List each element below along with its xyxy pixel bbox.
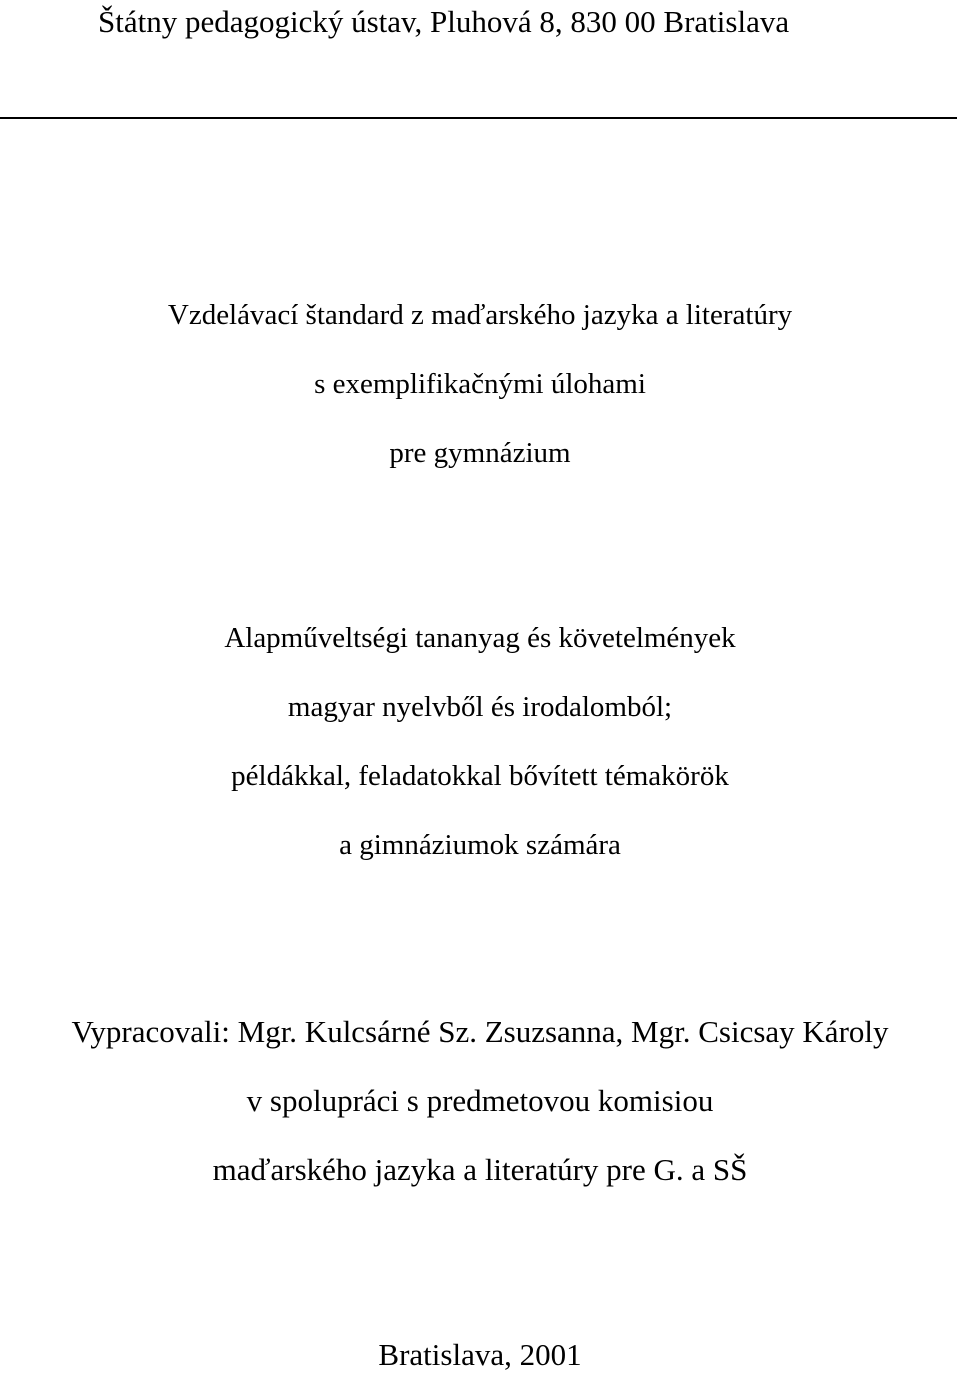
authors-line-1: Vypracovali: Mgr. Kulcsárné Sz. Zsuzsanna, Mgr. Csicsay Károly <box>71 1014 889 1049</box>
title-sk-line-1: Vzdelávací štandard z maďarského jazyka a literatúry <box>167 299 793 331</box>
authors-line-2: v spolupráci s predmetovou komisiou <box>246 1083 714 1118</box>
place-date: Bratislava, 2001 <box>378 1337 582 1372</box>
title-sk-line-3: pre gymnázium <box>389 437 571 469</box>
title-hu-line-1: Alapműveltségi tananyag és követelmények <box>224 622 736 654</box>
authors-line-3: maďarského jazyka a literatúry pre G. a SŠ <box>212 1152 748 1187</box>
title-hu-line-3: példákkal, feladatokkal bővített témakörök <box>231 760 729 792</box>
title-hu-line-4: a gimnáziumok számára <box>339 829 621 861</box>
title-sk-line-2: s exemplifikačnými úlohami <box>314 368 646 400</box>
institution-header: Štátny pedagogický ústav, Pluhová 8, 830 00 Bratislava <box>98 4 790 39</box>
title-hu-line-2: magyar nyelvből és irodalomból; <box>287 691 673 723</box>
header-divider <box>0 117 957 119</box>
